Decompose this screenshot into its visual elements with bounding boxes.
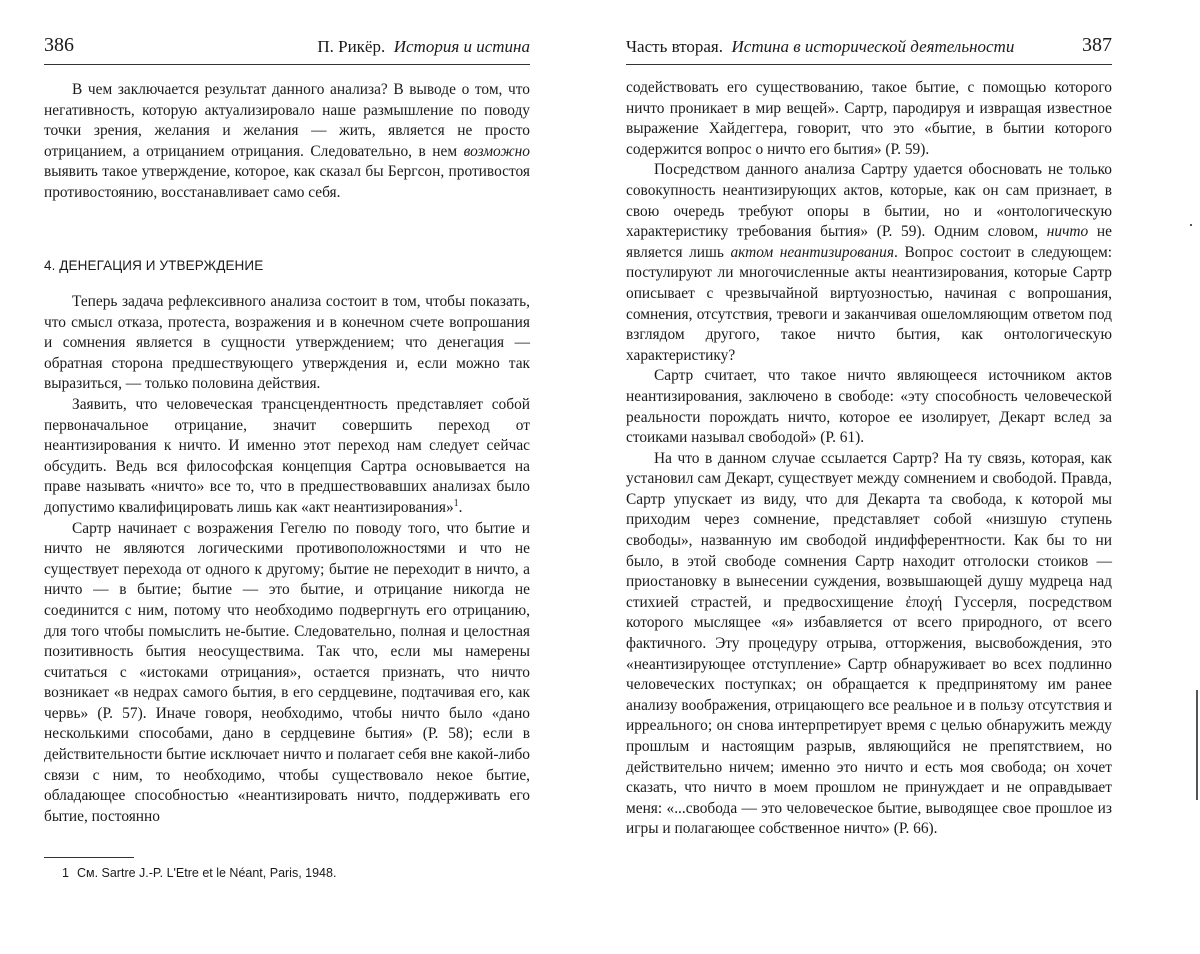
right-page-header — [626, 34, 1112, 62]
scan-dot — [1190, 224, 1192, 226]
left-paragraph-3-text: Заявить, что человеческая трансцендентность представляет собой первоначальное отрицание, значит совершить переход от неантизирования к ничто. И именно этот переход нам следует сейчас обсудить. Ведь вся философская концепция Сартра основывается на праве называть «ничто» все то, что в предшествовавших анализах было допустимо квалифицировать лишь как «акт неантизирования» — [44, 395, 530, 516]
right-body — [626, 78, 1112, 840]
left-page — [44, 0, 530, 954]
right-paragraph-3: Сартр считает, что такое ничто являющееся источником актов неантизирования, заключено в свободе: «эту способность человеческой реальности порождать ничто, которое ее изолирует, Декарт вслед за стоиками называл свободой» (Р. 61). — [626, 367, 1112, 447]
left-page-header — [44, 34, 530, 62]
scan-margin-mark — [1196, 690, 1198, 800]
right-paragraph-2-end: . Вопрос состоит в следующем: постулируют ли многочисленные акты неантизирования, которые Сартр описывает с чрезвычайной виртуозностью, начиная с вопрошания, сомнения, отсутствия, тревоги и заканчивая ошеломляющим ответом под взглядом другого, такое ничто бытия, как онтологическую характеристику? — [626, 243, 1113, 364]
left-running-head-title: История и истина — [393, 37, 530, 56]
left-body-top — [44, 80, 530, 204]
right-running-head — [626, 37, 1014, 57]
left-paragraph-1-text: В чем заключается результат данного анализа? В выводе о том, что негативность, которую актуализировало наше размышление по поводу точки зрения, желания и желания — жить, является не просто отрицанием, а отрицанием отрицания. Следовательно, в нем — [44, 81, 530, 160]
right-paragraph-2-italic-1: ничто — [1046, 223, 1089, 241]
right-page-number: 387 — [1082, 34, 1112, 56]
left-page-number: 386 — [44, 34, 74, 56]
right-page — [626, 0, 1112, 954]
right-running-head-title: Истина в исторической деятельности — [731, 37, 1015, 56]
left-paragraph-3 — [44, 395, 530, 519]
left-running-head — [317, 37, 530, 57]
right-paragraph-2-text: Посредством данного анализа Сартру удается обосновать не только совокупность неантизирующих актов, которые, как он сам признает, в свою очередь требуют опоры в бытии, но и «онтологическую характеристику требования бытия» (Р. 59). Одним словом, — [626, 161, 1112, 241]
left-running-head-author: П. Рикёр. — [317, 37, 386, 56]
footnote — [62, 866, 530, 880]
left-paragraph-4: Сартр начинает с возражения Гегелю по поводу того, что бытие и ничто не являются логическими противоположностями и что не существует перехода от одного к другому; бытие не переходит в ничто, а ничто — в бытие; бытие — это бытие, и отрицание никогда не соединится с ним, потому что необходимо подвергнуть его отрицанию, для того чтобы помыслить не-бытие. Следовательно, полная и целостная позитивность бытия неосуществима. Так что, если мы намерены считаться с «истоками отрицания», остается признать, что ничто возникает «в недрах самого бытия, в его сердцевине, подтачивая его, как червь» (Р. 57). Иначе говоря, необходимо, чтобы ничто было «дано несколькими способами, дано в сердцевине бытия» (Р. 58); если в действительности бытие исключает ничто и полагает себя вне какой-либо связи с ним, то необходимо, чтобы существовало некое бытие, обладающее способностью «неантизировать ничто, поддерживать его бытие, постоянно — [44, 519, 530, 825]
left-paragraph-1 — [44, 80, 530, 204]
left-paragraph-2: Теперь задача рефлексивного анализа состоит в том, чтобы показать, что смысл отказа, протеста, возражения и в конечном счете вопрошания и сомнения является в сущности утверждением; что денегация — обратная сторона предшествующего утверждения и, если можно так выразиться, — только половина действия. — [44, 293, 530, 393]
right-paragraph-2-mid: не является лишь — [626, 223, 1112, 261]
right-paragraph-2-italic-2: актом неантизирования — [730, 243, 895, 261]
left-header-rule — [44, 64, 530, 65]
right-paragraph-1: содействовать его существованию, такое бытие, с помощью которого ничто проникает в мир вещей». Сартр, пародируя и извращая известное выражение Хайдеггера, говорит, что это «бытие, в бытии которого содержится вопрос о ничто его бытия» (Р. 59). — [626, 79, 1112, 158]
footnote-text: См. Sartre J.-P. L'Etre et le Néant, Paris, 1948. — [76, 866, 337, 880]
right-header-rule — [626, 64, 1112, 65]
left-paragraph-1-italic: возможно — [463, 142, 530, 160]
right-paragraph-2 — [626, 160, 1112, 366]
left-body-main — [44, 292, 530, 827]
right-paragraph-4: На что в данном случае ссылается Сартр? На ту связь, которая, как установил сам Декарт, существует между сомнением и свободой. Правда, Сартр упускает из виду, что для Декарта та свобода, к которой мы приходим через сомнение, представляет собой «низшую ступень свободы», названную им свободой индифферентности. Как бы то ни было, в этой свободе сомнения Сартр находит отголоски стоиков — приостановку в вынесении суждения, возвышающей душу мудреца над стихией страстей, и предвосхищение ἐποχή Гуссерля, посредством которого мыслящее «я» избавляется от всего природного, от всего фактичного. Эту процедуру отрыва, отторжения, высвобождения, это «неантизирующее отступление» Сартр обнаруживает во всех подлинно человеческих поступках; он обращается к предпринятому им ранее анализу воображения, отрицающего все реальное и в пользу отсутствия и ирреального; он снова интерпретирует время с целью обнаружить между прошлым и настоящим разрыв, являющийся не препятствием, но действительно ничем; именно это ничто и есть моя свобода; он хочет сказать, что ничто в моем прошлом не принуждает и не оправдывает меня: «...свобода — это человеческое бытие, выводящее свое прошлое из игры и полагающее собственное ничто» (Р. 66). — [626, 449, 1112, 838]
section-heading: 4. ДЕНЕГАЦИЯ И УТВЕРЖДЕНИЕ — [44, 258, 264, 273]
left-paragraph-3-end: . — [458, 498, 463, 516]
left-paragraph-1-end: выявить такое утверждение, которое, как сказал бы Бергсон, противостоя противостоянию, восстанавливает само себя. — [44, 163, 530, 201]
right-running-head-part: Часть вторая. — [626, 37, 723, 56]
footnote-reference[interactable]: 1 — [453, 497, 459, 509]
footnote-mark: 1 — [62, 866, 69, 880]
footnote-rule — [44, 857, 134, 858]
